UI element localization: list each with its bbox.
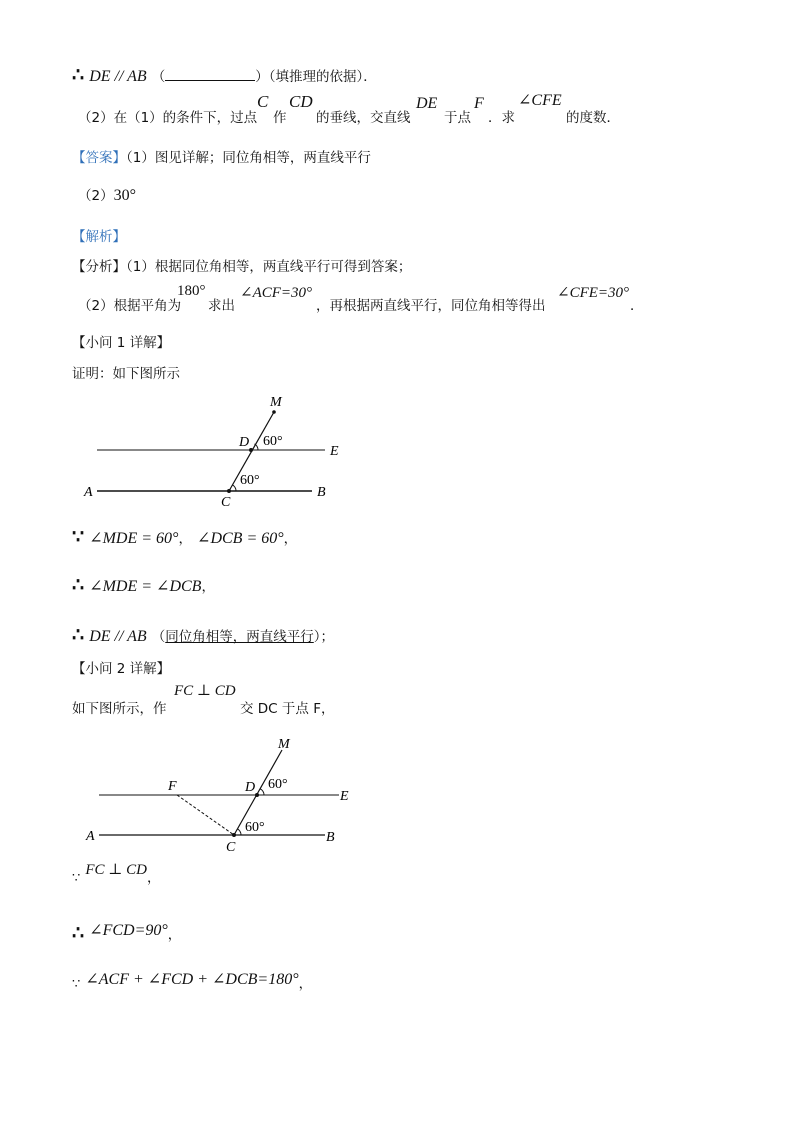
fenxi2-mid1: 求出 bbox=[208, 298, 235, 314]
label-a: A bbox=[86, 829, 95, 844]
s3-parallel: DE // AB bbox=[89, 628, 147, 645]
fenxi-tag: 【分析】 bbox=[72, 259, 126, 275]
label-a: A bbox=[84, 485, 93, 500]
therefore-symbol: ∴ bbox=[72, 65, 85, 86]
therefore-symbol: ∴ bbox=[72, 625, 85, 646]
q2-point-c: C bbox=[257, 92, 269, 111]
label-d: D bbox=[239, 435, 250, 450]
label-m: M bbox=[270, 395, 282, 410]
jiexi-tag: 【解析】 bbox=[72, 229, 126, 245]
s3-open: （ bbox=[151, 629, 166, 645]
therefore-symbol: ∴ bbox=[72, 923, 85, 944]
q2-qiu: ．求 bbox=[488, 110, 515, 126]
statement-2 bbox=[72, 574, 215, 597]
bracket-close: ）（填推理的依据）． bbox=[255, 69, 377, 85]
q2-zuo: 作 bbox=[273, 110, 287, 126]
label-angle-bottom: 60° bbox=[240, 473, 260, 488]
answer-line bbox=[72, 146, 371, 166]
line-1 bbox=[72, 64, 377, 87]
label-f: F bbox=[168, 779, 177, 794]
because-symbol: ∵ bbox=[72, 527, 85, 548]
angle-arc-bottom bbox=[233, 485, 237, 491]
label-angle-bottom: 60° bbox=[245, 820, 265, 835]
s2-equal-angles: ∠MDE = ∠DCB bbox=[89, 578, 202, 595]
s4-end: ， bbox=[147, 870, 161, 886]
answer-2-value: 30° bbox=[113, 187, 136, 204]
s1-angle-mde: ∠MDE = 60° bbox=[89, 530, 179, 547]
q2-line-cd: CD bbox=[289, 92, 313, 111]
q2-intro-pre: 如下图所示，作 bbox=[72, 701, 167, 717]
q2-point-f: F bbox=[474, 95, 484, 112]
q2-mid: 的垂线，交直线 bbox=[316, 110, 411, 126]
label-c: C bbox=[226, 840, 236, 855]
answer-2-line bbox=[78, 184, 136, 205]
answer-text: （1）图见详解；同位角相等，两直线平行 bbox=[126, 150, 371, 166]
label-e: E bbox=[330, 444, 339, 459]
answer-tag: 【答案】 bbox=[72, 150, 126, 166]
answer-blank bbox=[165, 66, 255, 81]
line-fc-dashed bbox=[177, 795, 234, 835]
q2-angle-cfe: ∠CFE bbox=[518, 92, 562, 109]
s3-close: ）； bbox=[313, 629, 335, 645]
figure-2 bbox=[0, 730, 800, 860]
fenxi2-acf: ∠ACF=30° bbox=[240, 285, 313, 301]
label-e: E bbox=[340, 789, 349, 804]
fenxi2-mid2: ，再根据两直线平行，同位角相等得出 bbox=[316, 298, 546, 314]
fenxi2-end: ． bbox=[630, 298, 644, 314]
fenxi2-pre: （2）根据平角为 bbox=[78, 298, 182, 314]
point-d-dot bbox=[249, 448, 253, 452]
because-symbol: ∵ bbox=[72, 976, 81, 991]
fenxi-line bbox=[72, 255, 411, 275]
label-b: B bbox=[326, 830, 335, 845]
answer-2-label: （2） bbox=[78, 188, 114, 204]
question-2-pre: （2）在（1）的条件下，过点 bbox=[78, 110, 258, 126]
point-m-dot bbox=[272, 410, 276, 414]
q1-title: 【小问 1 详解】 bbox=[72, 335, 171, 351]
label-c: C bbox=[221, 495, 231, 510]
angle-arc-top bbox=[260, 789, 264, 795]
because-symbol: ∵ bbox=[72, 870, 81, 885]
s5-end: ， bbox=[167, 927, 182, 943]
label-angle-top: 60° bbox=[268, 777, 288, 792]
parallel-statement: DE // AB bbox=[89, 68, 147, 85]
s1-end: ， bbox=[283, 531, 298, 547]
point-c-dot bbox=[227, 489, 231, 493]
s1-sep: ， bbox=[178, 531, 192, 547]
q2-intro-stmt: FC ⊥ CD bbox=[174, 683, 236, 699]
point-d-dot bbox=[255, 793, 259, 797]
statement-6 bbox=[72, 972, 312, 993]
label-m: M bbox=[278, 737, 290, 752]
proof-intro: 证明：如下图所示 bbox=[72, 366, 180, 382]
s5-angle-fcd: ∠FCD=90° bbox=[89, 922, 168, 939]
figure-1 bbox=[0, 390, 800, 520]
q2-intro-post: 交 DC 于点 F， bbox=[240, 701, 335, 717]
fenxi2-cfe: ∠CFE=30° bbox=[557, 285, 630, 301]
s1-angle-dcb: ∠DCB = 60° bbox=[197, 530, 284, 547]
s6-angle-sum: ∠ACF + ∠FCD + ∠DCB=180° bbox=[85, 971, 299, 988]
angle-arc-top bbox=[255, 444, 259, 450]
statement-5 bbox=[72, 922, 181, 945]
s6-end: ， bbox=[298, 976, 313, 992]
label-angle-top: 60° bbox=[263, 434, 283, 449]
bracket-open: （ bbox=[151, 69, 166, 85]
label-b: B bbox=[317, 485, 326, 500]
statement-4 bbox=[72, 862, 161, 887]
angle-arc-bottom bbox=[238, 829, 242, 835]
statement-1 bbox=[72, 526, 297, 549]
q2-tail: 的度数． bbox=[566, 110, 620, 126]
fenxi-text: （1）根据同位角相等，两直线平行可得到答案； bbox=[126, 259, 412, 275]
label-d: D bbox=[245, 780, 256, 795]
q2-yudian: 于点 bbox=[444, 110, 471, 126]
s2-end: ， bbox=[201, 579, 215, 595]
therefore-symbol: ∴ bbox=[72, 575, 85, 596]
q2-line-de: DE bbox=[416, 95, 438, 112]
q2-title: 【小问 2 详解】 bbox=[72, 661, 171, 677]
s4-perpendicular: FC ⊥ CD bbox=[85, 862, 147, 878]
s3-reason: 同位角相等，两直线平行 bbox=[165, 629, 314, 645]
point-c-dot bbox=[232, 833, 236, 837]
fenxi2-180: 180° bbox=[177, 283, 206, 299]
statement-3 bbox=[72, 624, 334, 647]
